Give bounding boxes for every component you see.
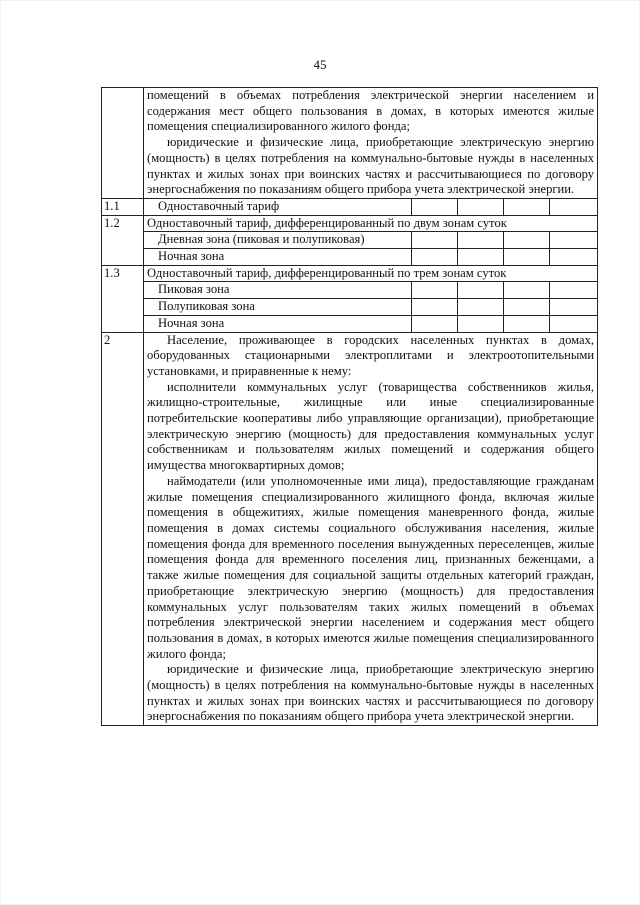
subrow-label: Ночная зона [144,315,412,332]
paragraph: Население, проживающее в городских населенных пунктах в домах, оборудованных стационарными электроплитами и электроотопительными установками, и приравненные к нему: [147,332,595,378]
value-cell [458,249,504,266]
value-cell [550,282,598,299]
value-cell [550,315,598,332]
value-cell [504,315,550,332]
subrow-label: Ночная зона [144,249,412,266]
table-subrow [102,282,598,299]
value-cell [504,198,550,215]
row-label: Одноставочный тариф, дифференцированный по двум зонам суток [144,215,598,232]
table-row-continuation [102,88,598,199]
value-cell [458,315,504,332]
value-cell [412,198,458,215]
value-cell [458,232,504,249]
table-row-1-1 [102,198,598,215]
table-row-1-2 [102,215,598,232]
row-number: 2 [102,332,144,726]
value-cell [504,299,550,316]
value-cell [550,249,598,266]
value-cell [504,249,550,266]
subrow-label: Пиковая зона [144,282,412,299]
paragraph: юридические и физические лица, приобретающие электрическую энергию (мощность) в целях потребления на коммунально-бытовые нужды в населенных пунктах и жилых зонах при воинских частях и рассчитывающиеся по договору энергоснабжения по показаниям общего прибора учета электрической энергии. [147,135,595,197]
value-cell [412,315,458,332]
value-cell [412,282,458,299]
paragraph: юридические и физические лица, приобретающие электрическую энергию (мощность) в целях потребления на коммунально-бытовые нужды в населенных пунктах и жилых зонах при воинских частях и рассчитывающиеся по договору энергоснабжения по показаниям общего прибора учета электрической энергии. [147,662,595,724]
row-number: 1.1 [102,198,144,215]
table-subrow [102,232,598,249]
table-row-1-3 [102,265,598,282]
row-label: Одноставочный тариф, дифференцированный по трем зонам суток [144,265,598,282]
paragraph: наймодатели (или уполномоченные ими лица), предоставляющие гражданам жилые помещения специализированного жилищного фонда, включая жилые помещения в общежитиях, жилые помещения маневренного фонда, жилые помещения в домах системы социального обслуживания населения, жилые помещения фонда для временного поселения вынужденных переселенцев, жилые помещения фонда для временного поселения лиц, признанных беженцами, а также жилые помещения для социальной защиты отдельных категорий граждан, приобретающие электрическую энергию (мощность) для предоставления коммунальных услуг пользователям таких жилых помещений в объемах потребления электрической энергии населением и содержания мест общего пользования в домах, в которых имеются жилые помещения специализированного жилого фонда; [147,473,595,661]
page-number: 45 [313,57,327,72]
value-cell [550,198,598,215]
row-text [144,332,598,726]
value-cell [458,299,504,316]
value-cell [550,232,598,249]
row-text [144,88,598,199]
value-cell [412,232,458,249]
value-cell [550,299,598,316]
table-row-2 [102,332,598,726]
value-cell [504,232,550,249]
row-number [102,88,144,199]
value-cell [412,299,458,316]
row-number: 1.3 [102,265,144,332]
table-subrow [102,315,598,332]
value-cell [504,282,550,299]
value-cell [458,282,504,299]
value-cell [412,249,458,266]
subrow-label: Дневная зона (пиковая и полупиковая) [144,232,412,249]
table-subrow [102,299,598,316]
table-subrow [102,249,598,266]
subrow-label: Полупиковая зона [144,299,412,316]
row-label: Одноставочный тариф [144,198,412,215]
value-cell [458,198,504,215]
paragraph: исполнители коммунальных услуг (товарищества собственников жилья, жилищно-строительные, жилищные или иные специализированные потребительские кооперативы либо управляющие организации), приобретающие электрическую энергию (мощность) для предоставления коммунальных услуг собственникам и пользователям жилых помещений и содержания общего имущества многоквартирных домов; [147,379,595,473]
paragraph: помещений в объемах потребления электрической энергии населением и содержания мест общего пользования в домах, в которых имеются жилые помещения специализированного жилого фонда; [147,88,595,134]
row-number: 1.2 [102,215,144,265]
tariff-table [101,87,598,726]
